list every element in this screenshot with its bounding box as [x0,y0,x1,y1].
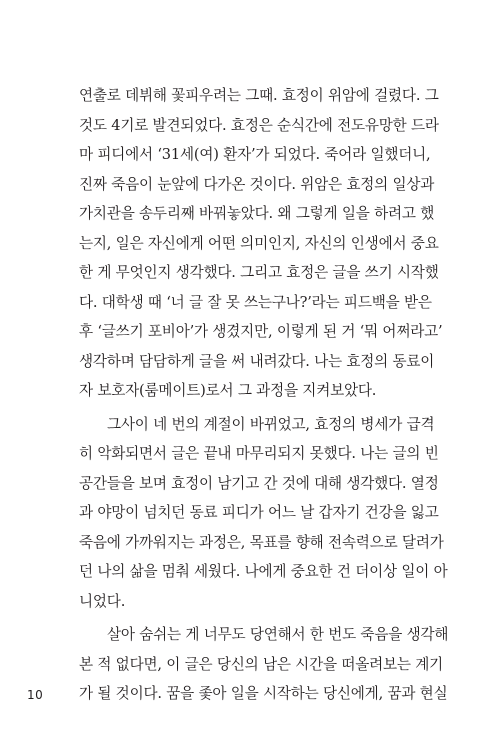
text-line: 죽음에 가까워지는 과정은, 목표를 향해 전속력으로 달려가 [79,533,444,551]
paragraph-2 [79,410,448,617]
text-line: 는지, 일은 자신에게 어떤 의미인지, 자신의 인생에서 중요 [79,234,439,252]
text-line: 니었다. [79,592,126,610]
text-line: 그사이 네 번의 계절이 바뀌었고, 효정의 병세가 급격 [107,415,435,433]
text-line: 한 게 무엇인지 생각했다. 그리고 효정은 글을 쓰기 시작했 [79,264,439,281]
text-line: 과 야망이 넘치던 동료 피디가 어느 날 갑자기 건강을 잃고 [79,504,439,521]
paragraph-1 [79,81,443,406]
text-line: 연출로 데뷔해 꽃피우려는 그때. 효정이 위암에 걸렸다. 그 [79,87,439,104]
text-line: 것도 4기로 발견되었다. 효정은 순식간에 전도유망한 드라 [79,116,439,134]
text-line: 던 나의 삶을 멈춰 세웠다. 나에게 중요한 건 더이상 일이 아 [79,563,448,580]
paragraph-3 [79,620,449,709]
text-line: 생각하며 담담하게 글을 써 내려갔다. 나는 효정의 동료이 [79,352,435,370]
text-line: 다. 대학생 때 ‘너 글 잘 못 쓰는구나?’라는 피드백을 받은 [79,293,432,311]
text-line: 가 될 것이다. 꿈을 좇아 일을 시작하는 당신에게, 꿈과 현실 [79,685,448,702]
body-text [79,81,449,709]
text-line: 후 ‘글쓰기 포비아’가 생겼지만, 이렇게 된 거 ‘뭐 어쩌라고’ [79,323,443,340]
text-line: 가치관을 송두리째 바꿔놓았다. 왜 그렇게 일을 하려고 했 [79,205,435,222]
text-line: 마 피디에서 ‘31세(여) 환자’가 되었다. 죽어라 일했더니, [79,146,431,163]
text-line: 진짜 죽음이 눈앞에 다가온 것이다. 위암은 효정의 일상과 [79,175,435,193]
text-line: 자 보호자(룸메이트)로서 그 과정을 지켜보았다. [79,382,377,399]
page-number: 10 [27,688,44,702]
text-line: 히 악화되면서 글은 끝내 마무리되지 못했다. 나는 글의 빈 [79,445,439,462]
text-line: 공간들을 보며 효정이 남기고 간 것에 대해 생각했다. 열정 [79,474,439,492]
text-line: 본 적 없다면, 이 글은 당신의 남은 시간을 떠올려보는 계기 [79,655,444,673]
text-line: 살아 숨쉬는 게 너무도 당연해서 한 번도 죽음을 생각해 [107,626,449,643]
